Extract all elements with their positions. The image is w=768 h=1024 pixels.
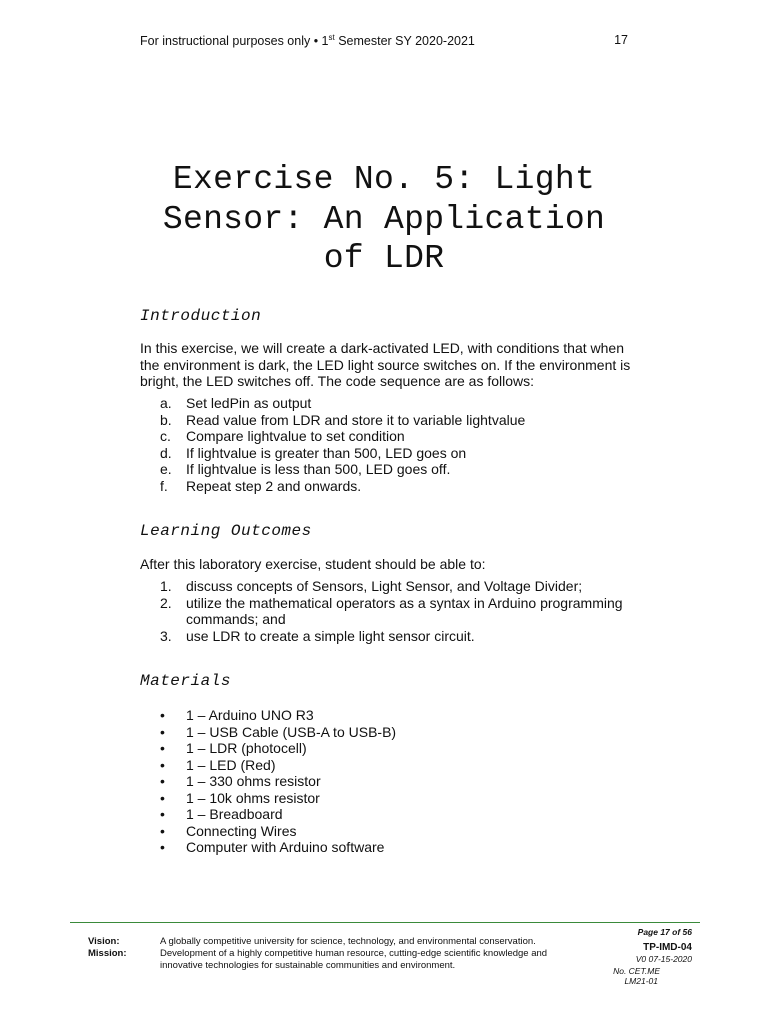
title-line: Exercise No. 5: Light [172, 161, 596, 198]
page-header [140, 33, 628, 48]
list-item: • Connecting Wires [160, 822, 297, 839]
list-item: • 1 – 330 ohms resistor [160, 773, 321, 789]
mission-label: Mission: [88, 948, 127, 959]
list-item: • 1 – LED (Red) [160, 756, 276, 773]
header-text: For instructional purposes only • 1st Semester SY 2020-2021 [140, 33, 475, 49]
introduction-heading: Introduction [140, 307, 262, 325]
doc-number-line2: LM21-01 [624, 976, 658, 986]
code-sequence-list [160, 395, 635, 494]
materials-heading: Materials [140, 672, 231, 690]
list-item: 2. utilize the mathematical operators as a syntax in Arduino programming commands; and [160, 594, 623, 627]
learning-outcomes-heading: Learning Outcomes [140, 522, 312, 540]
title-line: Sensor: An Application [162, 200, 606, 238]
list-item: • 1 – 10k ohms resistor [160, 789, 320, 806]
footer-divider [70, 922, 700, 923]
list-item: • 1 – LDR (photocell) [160, 740, 307, 756]
list-item: d. If lightvalue is greater than 500, LED goes on [160, 444, 467, 461]
doc-code: TP-IMD-04 [643, 942, 692, 953]
outcomes-paragraph: After this laboratory exercise, student should be able to: [140, 556, 486, 572]
vision-text: A globally competitive university for science, technology, and environmental conservation. [160, 936, 536, 947]
page-of: Page 17 of 56 [637, 927, 692, 937]
doc-version: V0 07-15-2020 [635, 954, 692, 964]
outcomes-list [160, 578, 635, 644]
list-item: • Computer with Arduino software [160, 839, 385, 855]
title-line: of LDR [323, 240, 445, 277]
list-item: • 1 – USB Cable (USB-A to USB-B) [160, 723, 397, 740]
materials-list [160, 707, 635, 856]
page-number: 17 [614, 33, 628, 47]
list-item: c. Compare lightvalue to set condition [160, 428, 405, 444]
list-item: 3. use LDR to create a simple light sensor circuit. [160, 627, 475, 644]
list-item: • 1 – Arduino UNO R3 [160, 707, 314, 723]
list-item: 1. discuss concepts of Sensors, Light Sensor, and Voltage Divider; [160, 578, 583, 594]
vision-label: Vision: [88, 936, 120, 947]
list-item: b. Read value from LDR and store it to variable lightvalue [160, 411, 526, 428]
list-item: • 1 – Breadboard [160, 806, 283, 822]
list-item: a. Set ledPin as output [160, 395, 312, 411]
list-item: f. Repeat step 2 and onwards. [160, 477, 362, 494]
introduction-paragraph: In this exercise, we will create a dark-activated LED, with conditions that when the environment is dark, the LED light source switches on. If the environment is bright, the LED switches off. The code sequence are as follows: [140, 340, 631, 389]
list-item: e. If lightvalue is less than 500, LED goes off. [160, 461, 451, 477]
doc-number-line1: No. CET.ME [613, 966, 660, 976]
mission-text: Development of a highly competitive human resource, cutting-edge scientific knowledge and innovative technologies for sustainable communities and environment. [160, 948, 548, 971]
exercise-title [120, 160, 648, 279]
